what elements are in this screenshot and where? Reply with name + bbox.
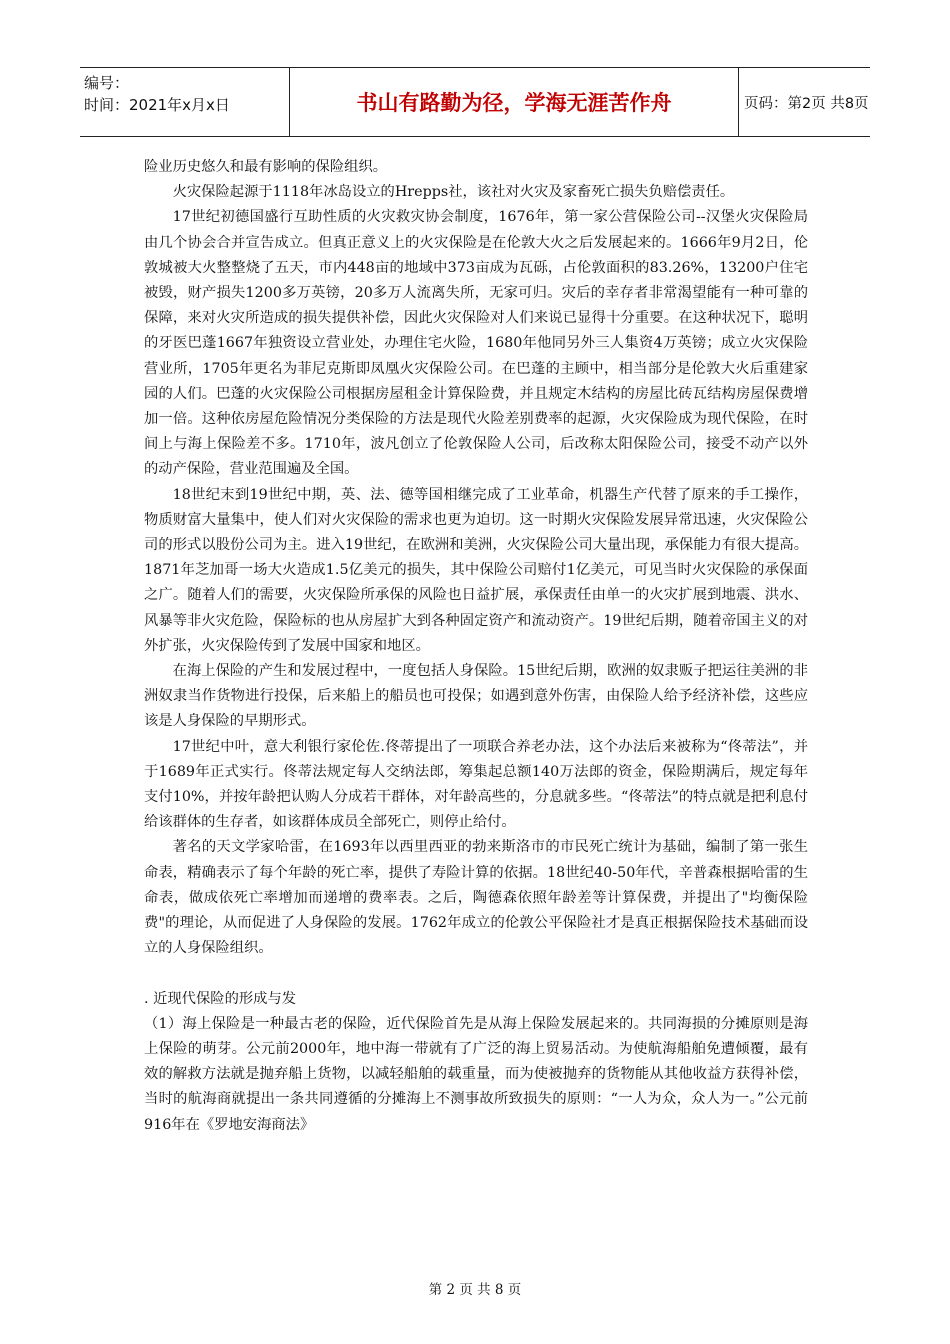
header-page-info: 页码：第2页 共8页: [744, 95, 869, 112]
document-date-label: 时间：2021年x月x日: [84, 96, 230, 114]
body-paragraph: （1）海上保险是一种最古老的保险，近代保险首先是从海上保险发展起来的。共同海损的分摊原则是海上保险的萌芽。公元前2000年，地中海一带就有了广泛的海上贸易活动。为使航海船舶免遭倾覆，最有效的解救方法就是抛弃船上货物，以减轻船舶的载重量，而为使被抛弃的货物能从其他收益方获得补偿，当时的航海商就提出一条共同遵循的分摊海上不测事故所致损失的原则：“一人为众，众人为一。”公元前916年在《罗地安海商法》: [144, 1015, 808, 1133]
section-heading: . 近现代保险的形成与发: [144, 990, 297, 1007]
body-paragraph: 险业历史悠久和最有影响的保险组织。: [144, 159, 388, 175]
header-left: [84, 72, 289, 116]
body-paragraph: 在海上保险的产生和发展过程中，一度包括人身保险。15世纪后期，欧洲的奴隶贩子把运往美洲的非洲奴隶当作货物进行投保，后来船上的船员也可投保；如遇到意外伤害，由保险人给予经济补偿，这些应该是人身保险的早期形式。: [144, 663, 808, 730]
body-paragraph: 18世纪末到19世纪中期，英、法、德等国相继完成了工业革命，机器生产代替了原来的手工操作，物质财富大量集中，使人们对火灾保险的需求也更为迫切。这一时期火灾保险发展异常迅速，火灾保险公司的形式以股份公司为主。进入19世纪，在欧洲和美洲，火灾保险公司大量出现，承保能力有很大提高。1871年芝加哥一场大火造成1.5亿美元的损失，其中保险公司赔付1亿美元，可见当时火灾保险的承保面之广。随着人们的需要，火灾保险所承保的风险也日益扩展，承保责任由单一的火灾扩展到地震、洪水、风暴等非火灾危险，保险标的也从房屋扩大到各种固定资产和流动资产。19世纪后期，随着帝国主义的对外扩张，火灾保险传到了发展中国家和地区。: [144, 486, 808, 654]
document-body: [144, 155, 808, 1138]
body-paragraph: 著名的天文学家哈雷，在1693年以西里西亚的勃来斯洛市的市民死亡统计为基础，编制了第一张生命表，精确表示了每个年龄的死亡率，提供了寿险计算的依据。18世纪40-50年代，辛普森根据哈雷的生命表，做成依死亡率增加而递增的费率表。之后，陶德森依照年龄差等计算保费，并提出了"均衡保险费"的理论，从而促进了人身保险的发展。1762年成立的伦敦公平保险社才是真正根据保险技术基础而设立的人身保险组织。: [144, 839, 808, 957]
body-paragraph: 17世纪中叶，意大利银行家伦佐.佟蒂提出了一项联合养老办法，这个办法后来被称为“佟蒂法”，并于1689年正式实行。佟蒂法规定每人交纳法郎，筹集起总额140万法郎的资金，保险期满后，规定每年支付10%，并按年龄把认购人分成若干群体，对年龄高些的，分息就多些。“佟蒂法”的特点就是把利息付给该群体的生存者，如该群体成员全部死亡，则停止给付。: [144, 738, 808, 831]
header-motto: 书山有路勤为径，学海无涯苦作舟: [289, 68, 739, 136]
page-footer: 第 2 页 共 8 页: [428, 1282, 522, 1298]
body-paragraph: 17世纪初德国盛行互助性质的火灾救灾协会制度，1676年，第一家公营保险公司--汉堡火灾保险局由几个协会合并宣告成立。但真正意义上的火灾保险是在伦敦大火之后发展起来的。1666年9月2日，伦敦城被大火整整烧了五天，市内448亩的地域中373亩成为瓦砾，占伦敦面积的83.26%，13200户住宅被毁，财产损失1200多万英镑，20多万人流离失所，无家可归。灾后的幸存者非常渴望能有一种可靠的保障，来对火灾所造成的损失提供补偿，因此火灾保险对人们来说已显得十分重要。在这种状况下，聪明的牙医巴蓬1667年独资设立营业处，办理住宅火险，1680年他同另外三人集资4万英镑；成立火灾保险营业所，1705年更名为菲尼克斯即凤凰火灾保险公司。在巴蓬的主顾中，相当部分是伦敦大火后重建家园的人们。巴蓬的火灾保险公司根据房屋租金计算保险费，并且规定木结构的房屋比砖瓦结构房屋保费增加一倍。这种依房屋危险情况分类保险的方法是现代火险差别费率的起源，火灾保险成为现代保险，在时间上与海上保险差不多。1710年，波凡创立了伦敦保险人公司，后改称太阳保险公司，接受不动产以外的动产保险，营业范围遍及全国。: [144, 209, 808, 478]
body-paragraph: 火灾保险起源于1118年冰岛设立的Hrepps社，该社对火灾及家畜死亡损失负赔偿责任。: [172, 184, 735, 201]
document-number-label: 编号：: [84, 74, 130, 92]
page-header: [80, 67, 870, 137]
